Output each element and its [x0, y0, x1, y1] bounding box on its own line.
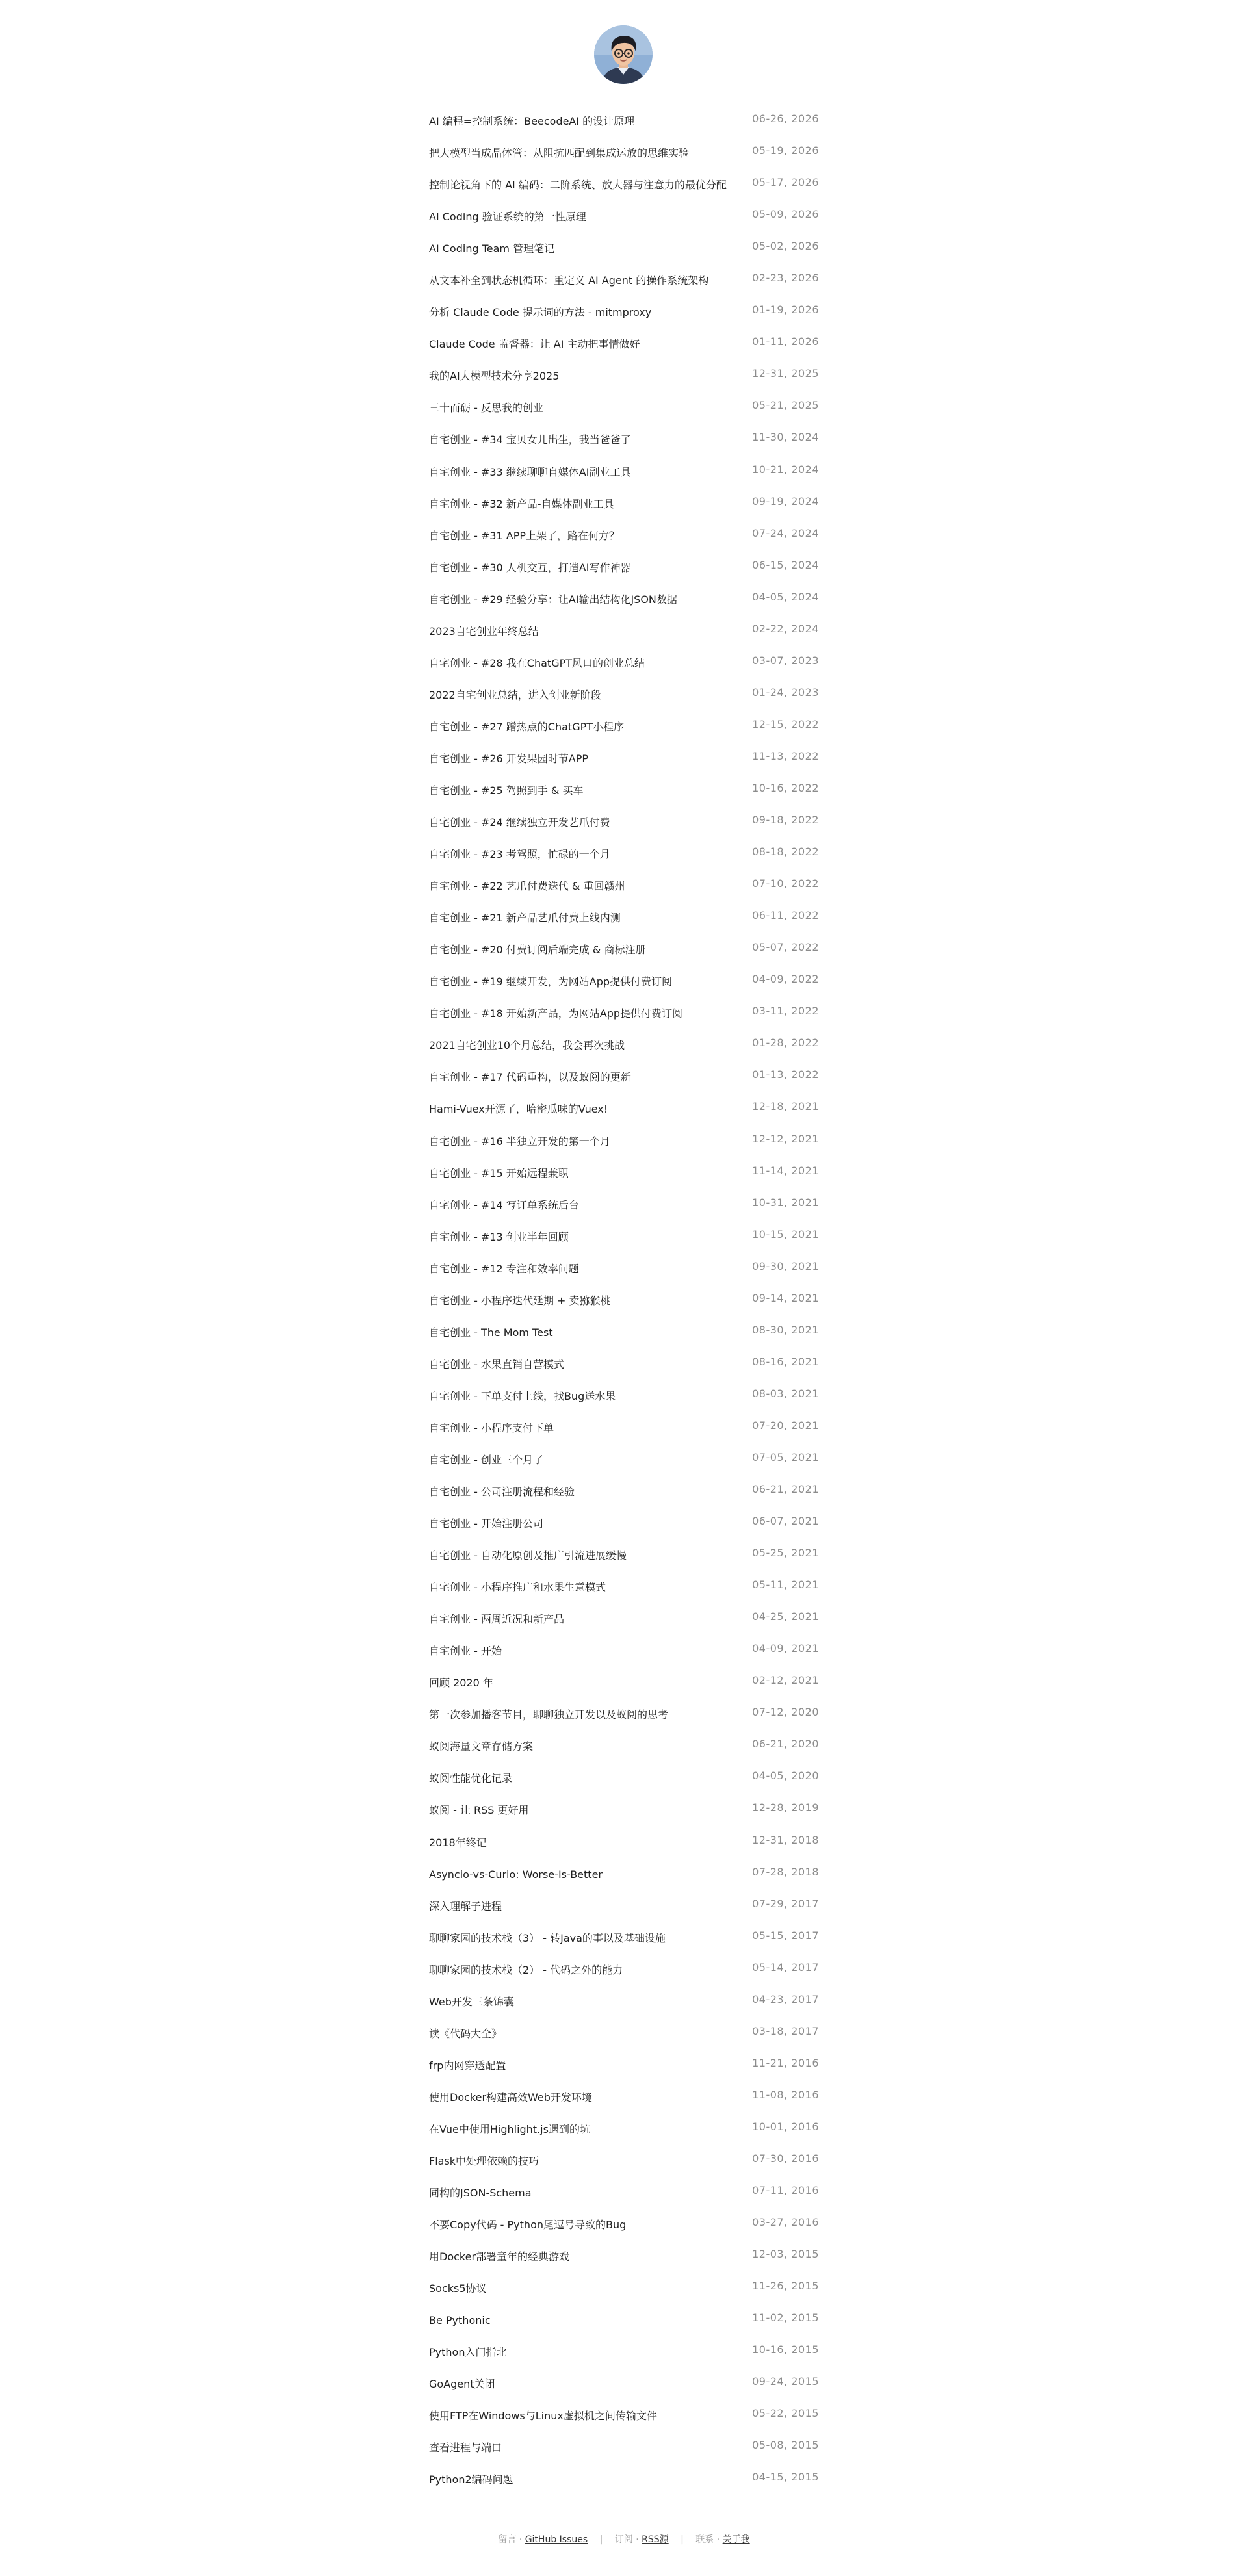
post-title-link[interactable]: 自宅创业 - 公司注册流程和经验: [429, 1486, 575, 1499]
avatar-portrait-icon: [594, 25, 653, 84]
post-list-item: [429, 998, 819, 1029]
post-date: 12-31, 2018: [752, 1833, 819, 1846]
post-list-item: [429, 1539, 819, 1571]
post-date: 09-30, 2021: [752, 1259, 819, 1272]
post-date: 04-09, 2022: [752, 973, 819, 986]
post-list-item: [429, 1731, 819, 1762]
post-date: 05-07, 2022: [752, 941, 819, 954]
post-list-item: [429, 584, 819, 615]
post-title-link[interactable]: 自宅创业 - 自动化原创及推广引流进展缓慢: [429, 1549, 627, 1562]
post-date: 06-26, 2026: [752, 112, 819, 125]
post-title-link[interactable]: Flask中处理依赖的技巧: [429, 2155, 540, 2167]
post-title-link[interactable]: AI 编程=控制系统：BeecodeAI 的设计原理: [429, 115, 635, 127]
post-list-item: [429, 1157, 819, 1189]
post-date: 06-11, 2022: [752, 909, 819, 922]
post-date: 09-18, 2022: [752, 814, 819, 827]
post-list-item: [429, 328, 819, 360]
post-date: 07-12, 2020: [752, 1706, 819, 1719]
post-date: 05-11, 2021: [752, 1578, 819, 1591]
footer-subscribe-label: 订阅 ·: [614, 2534, 642, 2545]
post-date: 10-16, 2015: [752, 2343, 819, 2356]
post-title-link[interactable]: 自宅创业 - #17 代码重构，以及蚁阅的更新: [429, 1071, 631, 1084]
post-list-item: [429, 966, 819, 998]
post-title-link[interactable]: 自宅创业 - #24 继续独立开发艺爪付费: [429, 816, 610, 829]
post-list-item: [429, 2464, 819, 2495]
post-list-item: [429, 1476, 819, 1508]
post-date: 02-12, 2021: [752, 1674, 819, 1687]
post-list-item: [429, 2336, 819, 2368]
post-list-item: [429, 1029, 819, 1061]
post-date: 03-07, 2023: [752, 654, 819, 667]
post-title-link[interactable]: 读《代码大全》: [429, 2027, 502, 2040]
post-title-link[interactable]: 使用Docker构建高效Web开发环境: [429, 2091, 592, 2104]
post-date: 09-24, 2015: [752, 2375, 819, 2388]
post-title-link[interactable]: 2023自宅创业年终总结: [429, 625, 539, 638]
post-list-item: [429, 169, 819, 201]
post-title-link[interactable]: 自宅创业 - 小程序推广和水果生意模式: [429, 1581, 606, 1594]
post-date: 12-15, 2022: [752, 717, 819, 730]
post-date: 05-09, 2026: [752, 208, 819, 221]
post-title-link[interactable]: 自宅创业 - #32 新产品-自媒体副业工具: [429, 497, 614, 510]
post-date: 02-22, 2024: [752, 622, 819, 635]
footer-contact-label: 联系 ·: [696, 2534, 723, 2545]
post-title-link[interactable]: Python2编码问题: [429, 2473, 514, 2486]
post-title-link[interactable]: 自宅创业 - 开始: [429, 1645, 502, 1658]
about-link[interactable]: 关于我: [722, 2534, 750, 2545]
post-date: 05-14, 2017: [752, 1961, 819, 1974]
post-date: 08-30, 2021: [752, 1323, 819, 1336]
post-date: 09-14, 2021: [752, 1291, 819, 1304]
post-list-item: [429, 1508, 819, 1539]
post-title-link[interactable]: Python入门指北: [429, 2346, 507, 2359]
post-list-item: [429, 1380, 819, 1412]
post-title-link[interactable]: 同构的JSON-Schema: [429, 2187, 532, 2200]
post-list-item: [429, 1890, 819, 1922]
post-date: 06-21, 2021: [752, 1483, 819, 1496]
post-list-item: [429, 1635, 819, 1667]
post-list-item: [429, 1986, 819, 2018]
post-title-link[interactable]: Be Pythonic: [429, 2314, 491, 2327]
post-date: 07-20, 2021: [752, 1419, 819, 1432]
footer-separator: |: [681, 2534, 684, 2545]
post-title-link[interactable]: 自宅创业 - #20 付费订阅后端完成 & 商标注册: [429, 944, 646, 957]
post-list-item: [429, 1794, 819, 1826]
post-list-item: [429, 2304, 819, 2336]
post-list-item: [429, 2368, 819, 2400]
post-list-item: [429, 2432, 819, 2464]
post-title-link[interactable]: 自宅创业 - #13 创业半年回顾: [429, 1230, 569, 1243]
post-title-link[interactable]: 自宅创业 - #22 艺爪付费迭代 & 重回赣州: [429, 880, 625, 893]
post-date: 04-23, 2017: [752, 1992, 819, 2005]
post-date: 12-03, 2015: [752, 2248, 819, 2261]
post-title-link[interactable]: 用Docker部署童年的经典游戏: [429, 2250, 570, 2263]
post-title-link[interactable]: 三十而砺 - 反思我的创业: [429, 402, 543, 415]
post-title-link[interactable]: 自宅创业 - #21 新产品艺爪付费上线内测: [429, 912, 621, 925]
post-title-link[interactable]: 我的AI大模型技术分享2025: [429, 370, 560, 383]
post-list-item: [429, 711, 819, 743]
post-list-item: [429, 2145, 819, 2177]
post-title-link[interactable]: 聊聊家园的技术栈（2） - 代码之外的能力: [429, 1963, 623, 1976]
post-title-link[interactable]: 自宅创业 - #12 专注和效率问题: [429, 1262, 579, 1275]
post-list-item: [429, 838, 819, 870]
post-date: 10-15, 2021: [752, 1228, 819, 1241]
post-list-item: [429, 2018, 819, 2050]
post-date: 10-21, 2024: [752, 463, 819, 476]
post-date: 07-05, 2021: [752, 1450, 819, 1463]
post-title-link[interactable]: 自宅创业 - #18 开始新产品，为网站App提供付费订阅: [429, 1007, 683, 1020]
post-date: 05-25, 2021: [752, 1547, 819, 1560]
post-list-item: [429, 1859, 819, 1890]
post-date: 11-13, 2022: [752, 749, 819, 762]
post-title-link[interactable]: Asyncio-vs-Curio: Worse-Is-Better: [429, 1868, 603, 1881]
post-title-link[interactable]: 自宅创业 - #27 蹭热点的ChatGPT小程序: [429, 720, 625, 733]
post-date: 07-10, 2022: [752, 877, 819, 890]
post-list-item: [429, 2209, 819, 2241]
post-title-link[interactable]: 自宅创业 - #31 APP上架了，路在何方？: [429, 529, 620, 542]
post-title-link[interactable]: Web开发三条锦囊: [429, 1995, 514, 2008]
post-list-item: [429, 806, 819, 838]
post-title-link[interactable]: Socks5协议: [429, 2282, 487, 2295]
post-list-item: [429, 233, 819, 264]
post-date: 01-13, 2022: [752, 1068, 819, 1081]
post-date: 07-29, 2017: [752, 1897, 819, 1910]
post-date: 12-31, 2025: [752, 367, 819, 380]
post-list-item: [429, 424, 819, 456]
post-list-item: [429, 1317, 819, 1348]
post-date: 11-30, 2024: [752, 431, 819, 444]
post-date: 12-18, 2021: [752, 1100, 819, 1113]
post-date: 05-08, 2015: [752, 2439, 819, 2452]
post-title-link[interactable]: frp内网穿透配置: [429, 2059, 506, 2072]
post-date: 08-18, 2022: [752, 845, 819, 858]
post-list-item: [429, 2241, 819, 2273]
post-title-link[interactable]: 自宅创业 - #23 考驾照，忙碌的一个月: [429, 848, 610, 861]
post-date: 12-28, 2019: [752, 1801, 819, 1814]
post-date: 01-19, 2026: [752, 303, 819, 316]
post-title-link[interactable]: 控制论视角下的 AI 编码：二阶系统、放大器与注意力的最优分配: [429, 179, 727, 192]
post-title-link[interactable]: 2018年终记: [429, 1836, 487, 1849]
post-list-item: [429, 2081, 819, 2113]
post-date: 07-11, 2016: [752, 2184, 819, 2197]
post-title-link[interactable]: 聊聊家园的技术栈（3） - 转Java的事以及基础设施: [429, 1931, 666, 1944]
post-date: 08-16, 2021: [752, 1355, 819, 1368]
post-date: 04-25, 2021: [752, 1610, 819, 1623]
post-list-item: [429, 137, 819, 169]
post-date: 05-22, 2015: [752, 2407, 819, 2420]
post-date: 11-08, 2016: [752, 2088, 819, 2101]
post-date: 01-24, 2023: [752, 686, 819, 699]
post-list-item: [429, 105, 819, 137]
post-title-link[interactable]: 自宅创业 - #25 驾照到手 & 买车: [429, 784, 584, 797]
post-list: [429, 105, 819, 2496]
post-title-link[interactable]: 自宅创业 - 小程序迭代延期 + 卖猕猴桃: [429, 1294, 611, 1307]
post-list-item: [429, 1093, 819, 1125]
post-list-item: [429, 1827, 819, 1859]
post-date: 03-27, 2016: [752, 2216, 819, 2229]
post-list-item: [429, 1444, 819, 1476]
post-list-item: [429, 679, 819, 711]
footer: [0, 2533, 1248, 2546]
post-list-item: [429, 488, 819, 520]
post-title-link[interactable]: 自宅创业 - #28 我在ChatGPT风口的创业总结: [429, 656, 645, 669]
post-date: 04-05, 2020: [752, 1770, 819, 1783]
post-date: 04-05, 2024: [752, 590, 819, 603]
post-title-link[interactable]: 自宅创业 - #26 开发果园时节APP: [429, 752, 589, 765]
post-date: 11-02, 2015: [752, 2312, 819, 2325]
post-list-item: [429, 456, 819, 488]
post-title-link[interactable]: 使用FTP在Windows与Linux虚拟机之间传输文件: [429, 2410, 657, 2423]
post-title-link[interactable]: 自宅创业 - #34 宝贝女儿出生，我当爸爸了: [429, 433, 631, 446]
post-title-link[interactable]: Claude Code 监督器：让 AI 主动把事情做好: [429, 338, 640, 351]
post-title-link[interactable]: 蚁阅 - 让 RSS 更好用: [429, 1804, 529, 1817]
post-list-item: [429, 1412, 819, 1444]
post-title-link[interactable]: 自宅创业 - #30 人机交互，打造AI写作神器: [429, 561, 631, 574]
footer-comment-label: 留言 ·: [498, 2534, 525, 2545]
post-date: 07-30, 2016: [752, 2152, 819, 2165]
github-issues-link[interactable]: GitHub Issues: [525, 2534, 588, 2545]
post-list-item: [429, 520, 819, 552]
post-list-item: [429, 1126, 819, 1157]
post-title-link[interactable]: 把大模型当成晶体管：从阻抗匹配到集成运放的思维实验: [429, 147, 690, 160]
post-date: 05-02, 2026: [752, 240, 819, 253]
post-date: 03-18, 2017: [752, 2024, 819, 2037]
post-list-item: [429, 2177, 819, 2209]
post-list-item: [429, 264, 819, 296]
post-list-item: [429, 615, 819, 647]
post-date: 10-01, 2016: [752, 2120, 819, 2133]
post-title-link[interactable]: 自宅创业 - #15 开始远程兼职: [429, 1166, 569, 1179]
post-date: 04-15, 2015: [752, 2471, 819, 2484]
post-list-item: [429, 647, 819, 679]
post-title-link[interactable]: 自宅创业 - 小程序支付下单: [429, 1421, 554, 1434]
post-list-item: [429, 2113, 819, 2145]
post-list-item: [429, 775, 819, 806]
post-title-link[interactable]: 分析 Claude Code 提示词的方法 - mitmproxy: [429, 306, 652, 319]
post-list-item: [429, 552, 819, 584]
post-date: 04-09, 2021: [752, 1642, 819, 1655]
post-title-link[interactable]: 自宅创业 - 两周近况和新产品: [429, 1613, 564, 1626]
post-date: 10-31, 2021: [752, 1196, 819, 1209]
post-date: 11-14, 2021: [752, 1164, 819, 1177]
post-list-item: [429, 1954, 819, 1986]
post-date: 06-07, 2021: [752, 1515, 819, 1528]
post-date: 01-28, 2022: [752, 1037, 819, 1050]
post-list-item: [429, 1571, 819, 1603]
post-date: 09-19, 2024: [752, 495, 819, 508]
post-list-item: [429, 1348, 819, 1380]
post-list-item: [429, 1221, 819, 1253]
post-list-item: [429, 1253, 819, 1285]
post-title-link[interactable]: 自宅创业 - #16 半独立开发的第一个月: [429, 1135, 610, 1148]
post-title-link[interactable]: AI Coding Team 管理笔记: [429, 242, 555, 255]
post-date: 11-26, 2015: [752, 2280, 819, 2293]
post-list-item: [429, 2050, 819, 2081]
post-list-item: [429, 2273, 819, 2304]
post-list-item: [429, 360, 819, 392]
post-title-link[interactable]: 自宅创业 - 下单支付上线，找Bug送水果: [429, 1389, 616, 1402]
post-title-link[interactable]: 从文本补全到状态机循环：重定义 AI Agent 的操作系统架构: [429, 274, 709, 287]
post-list-item: [429, 1922, 819, 1954]
post-list-item: [429, 1603, 819, 1635]
footer-separator: |: [599, 2534, 603, 2545]
post-date: 05-21, 2025: [752, 399, 819, 412]
post-date: 06-21, 2020: [752, 1738, 819, 1751]
post-list-item: [429, 1285, 819, 1317]
post-list-item: [429, 1061, 819, 1093]
post-title-link[interactable]: 2022自宅创业总结，进入创业新阶段: [429, 688, 601, 701]
post-title-link[interactable]: GoAgent关闭: [429, 2378, 495, 2391]
post-title-link[interactable]: 深入理解子进程: [429, 1900, 502, 1913]
post-title-link[interactable]: 自宅创业 - 创业三个月了: [429, 1453, 543, 1466]
post-date: 07-28, 2018: [752, 1865, 819, 1878]
post-title-link[interactable]: 在Vue中使用Highlight.js遇到的坑: [429, 2122, 590, 2135]
post-list-item: [429, 934, 819, 966]
post-title-link[interactable]: 自宅创业 - 水果直销自营模式: [429, 1358, 564, 1371]
post-date: 12-12, 2021: [752, 1132, 819, 1145]
post-date: 03-11, 2022: [752, 1005, 819, 1018]
post-list-item: [429, 902, 819, 934]
post-list-item: [429, 296, 819, 328]
post-list-item: [429, 743, 819, 775]
post-title-link[interactable]: 自宅创业 - #29 经验分享：让AI输出结构化JSON数据: [429, 593, 677, 606]
post-list-item: [429, 1699, 819, 1731]
post-date: 10-16, 2022: [752, 781, 819, 794]
post-date: 05-19, 2026: [752, 144, 819, 157]
post-date: 06-15, 2024: [752, 558, 819, 571]
post-title-link[interactable]: 不要Copy代码 - Python尾逗号导致的Bug: [429, 2219, 627, 2232]
post-title-link[interactable]: 自宅创业 - #19 继续开发，为网站App提供付费订阅: [429, 975, 673, 988]
post-date: 07-24, 2024: [752, 526, 819, 539]
post-title-link[interactable]: Hami-Vuex开源了，哈密瓜味的Vuex!: [429, 1103, 608, 1116]
rss-link[interactable]: RSS源: [642, 2534, 669, 2545]
post-list-item: [429, 201, 819, 233]
post-title-link[interactable]: 自宅创业 - The Mom Test: [429, 1326, 553, 1339]
post-title-link[interactable]: 查看进程与端口: [429, 2441, 502, 2454]
post-list-item: [429, 2400, 819, 2432]
post-title-link[interactable]: AI Coding 验证系统的第一性原理: [429, 211, 586, 224]
post-date: 05-15, 2017: [752, 1929, 819, 1942]
post-list-item: [429, 392, 819, 424]
post-list-item: [429, 1667, 819, 1699]
post-title-link[interactable]: 自宅创业 - 开始注册公司: [429, 1517, 543, 1530]
post-date: 11-21, 2016: [752, 2056, 819, 2069]
post-title-link[interactable]: 自宅创业 - #14 写订单系统后台: [429, 1198, 579, 1211]
post-title-link[interactable]: 第一次参加播客节目，聊聊独立开发以及蚁阅的思考: [429, 1708, 669, 1721]
post-title-link[interactable]: 2021自宅创业10个月总结，我会再次挑战: [429, 1039, 625, 1052]
post-title-link[interactable]: 蚁阅性能优化记录: [429, 1772, 513, 1785]
post-list-item: [429, 1189, 819, 1221]
post-date: 05-17, 2026: [752, 176, 819, 189]
post-list-item: [429, 870, 819, 902]
post-list-item: [429, 1762, 819, 1794]
post-title-link[interactable]: 回顾 2020 年: [429, 1677, 493, 1690]
post-title-link[interactable]: 自宅创业 - #33 继续聊聊自媒体AI副业工具: [429, 465, 631, 478]
post-date: 02-23, 2026: [752, 272, 819, 285]
post-date: 08-03, 2021: [752, 1387, 819, 1400]
post-date: 01-11, 2026: [752, 335, 819, 348]
avatar[interactable]: [594, 25, 653, 84]
post-title-link[interactable]: 蚁阅海量文章存储方案: [429, 1740, 534, 1753]
